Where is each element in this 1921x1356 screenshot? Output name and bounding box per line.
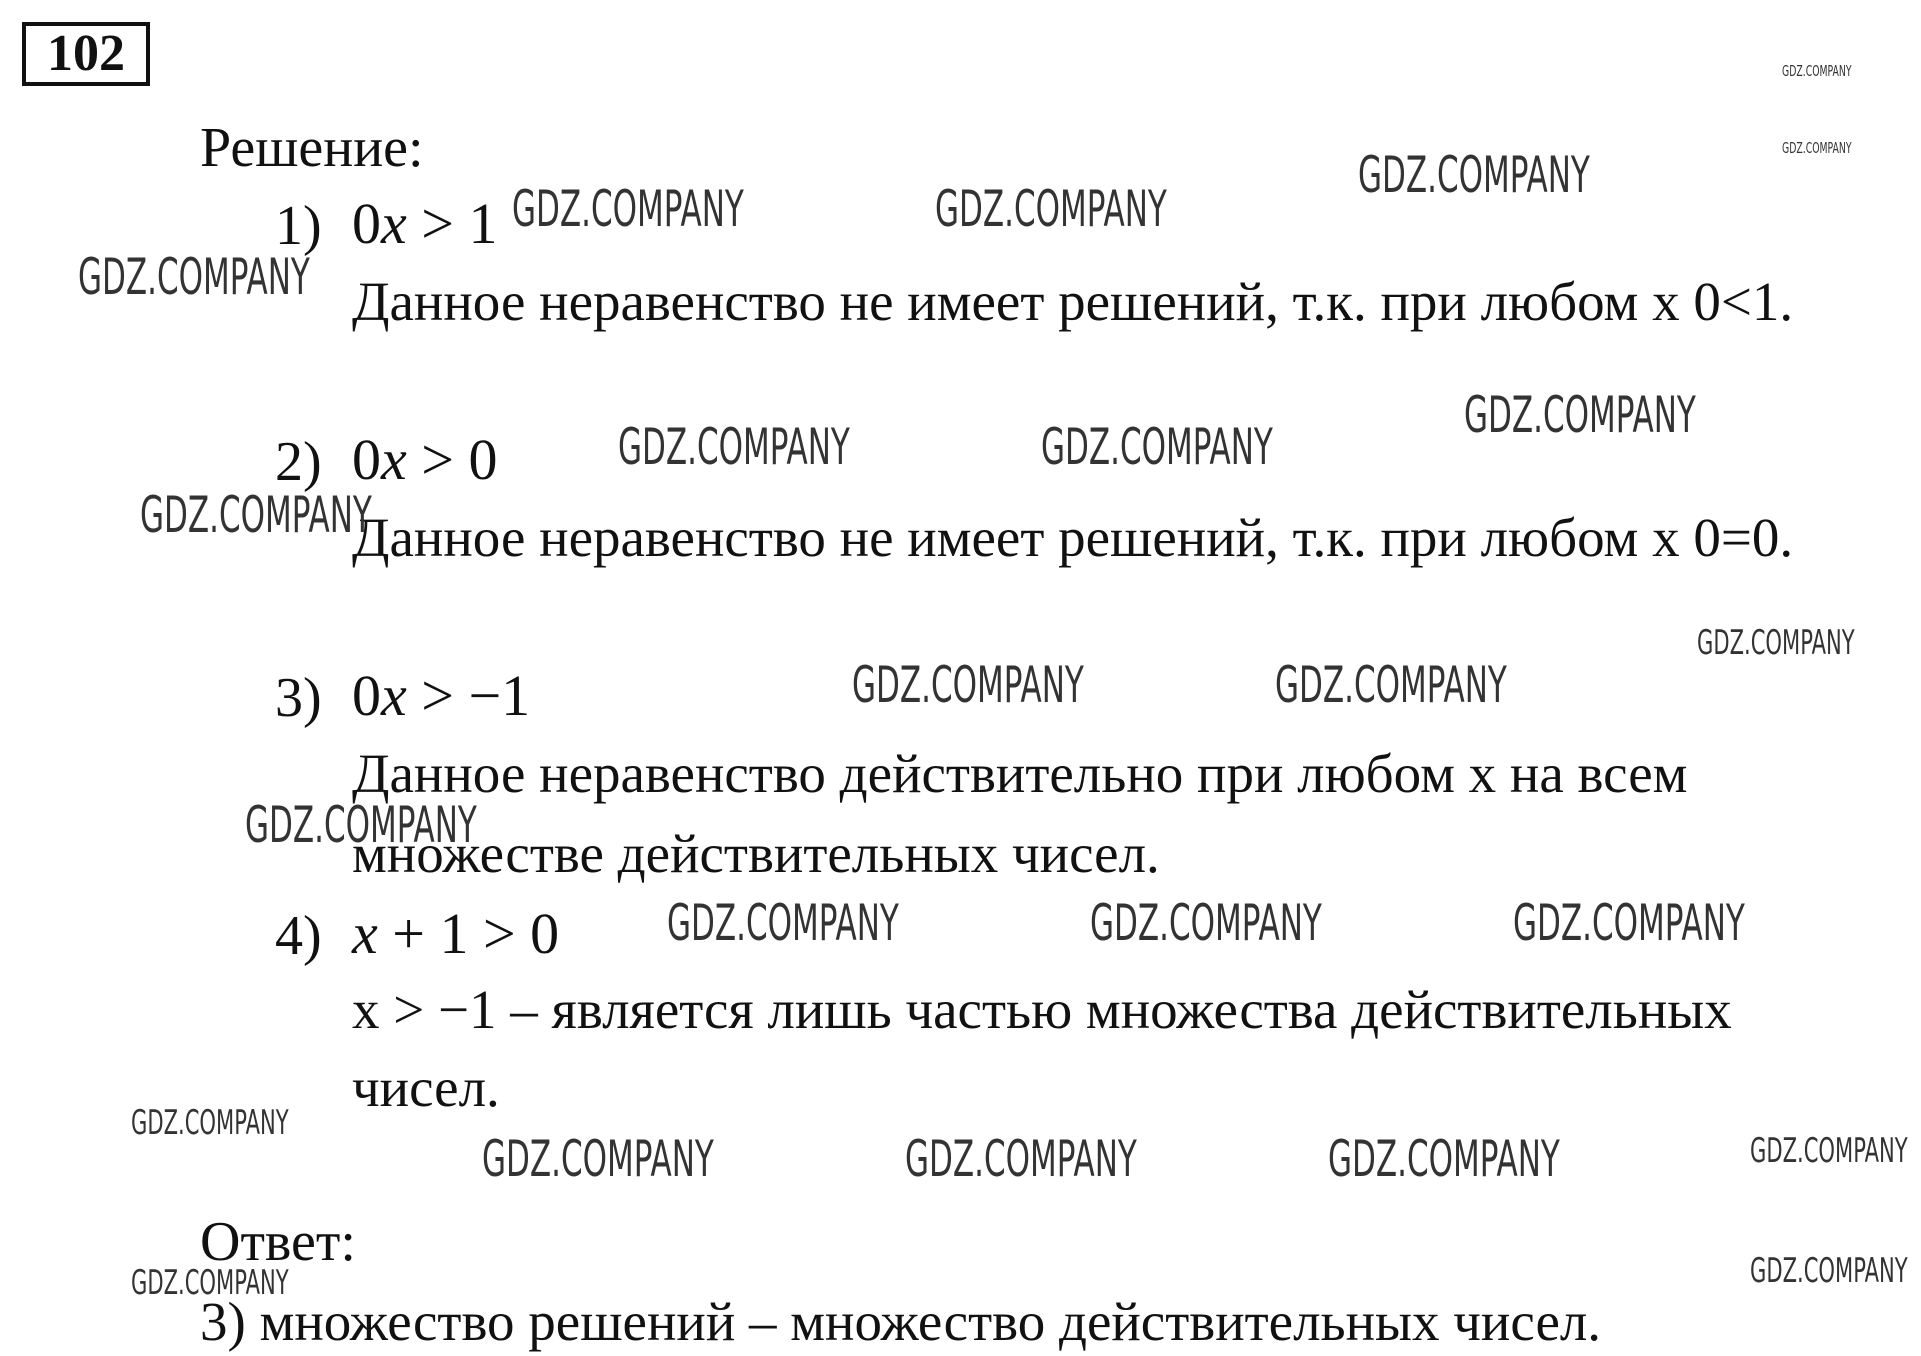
watermark: GDZ.COMPANY [1328, 1130, 1560, 1188]
item-4-explanation-line-2: чисел. [352, 1057, 500, 1118]
watermark: GDZ.COMPANY [905, 1130, 1137, 1188]
answer-text: 3) множество решений – множество действительных чисел. [200, 1291, 1602, 1352]
item-4-explanation-line-1: x > −1 – является лишь частью множества действительных [352, 979, 1732, 1040]
watermark: GDZ.COMPANY [1750, 1131, 1908, 1171]
item-4-number: 4) [275, 905, 322, 967]
watermark: GDZ.COMPANY [78, 248, 310, 306]
item-3-expression: 0x > −1 [352, 663, 531, 728]
item-1-explanation: Данное неравенство не имеет решений, т.к. при любом х 0<1. [352, 271, 1794, 332]
answer-heading: Ответ: [200, 1211, 356, 1273]
watermark: GDZ.COMPANY [512, 180, 744, 238]
watermark: GDZ.COMPANY [131, 1263, 289, 1303]
item-1-expression: 0x > 1 [352, 191, 498, 256]
watermark: GDZ.COMPANY [1041, 418, 1273, 476]
item-3-number: 3) [275, 667, 322, 729]
watermark: GDZ.COMPANY [852, 656, 1084, 714]
watermark: GDZ.COMPANY [935, 180, 1167, 238]
item-3-explanation-line-1: Данное неравенство действительно при любом x на всем [352, 743, 1688, 804]
watermark: GDZ.COMPANY [1358, 146, 1590, 204]
item-1-number: 1) [275, 195, 322, 257]
watermark: GDZ.COMPANY [667, 894, 899, 952]
item-2-number: 2) [275, 431, 322, 493]
watermark: GDZ.COMPANY [131, 1103, 289, 1143]
watermark: GDZ.COMPANY [482, 1130, 714, 1188]
solution-heading: Решение: [200, 117, 424, 179]
item-3-explanation-line-2: множестве действительных чисел. [352, 823, 1160, 884]
item-4-expression: x + 1 > 0 [352, 901, 560, 966]
watermark: GDZ.COMPANY [1697, 623, 1855, 663]
watermark: GDZ.COMPANY [245, 796, 477, 854]
task-number-box: 102 [22, 22, 150, 86]
watermark: GDZ.COMPANY [1750, 1251, 1908, 1291]
watermark: GDZ.COMPANY [1513, 894, 1745, 952]
watermark: GDZ.COMPANY [618, 418, 850, 476]
item-2-explanation: Данное неравенство не имеет решений, т.к. при любом х 0=0. [352, 507, 1794, 568]
watermark: GDZ.COMPANY [1782, 62, 1852, 80]
item-2-expression: 0x > 0 [352, 427, 498, 492]
watermark: GDZ.COMPANY [1782, 139, 1852, 157]
watermark: GDZ.COMPANY [1464, 386, 1696, 444]
watermark: GDZ.COMPANY [140, 486, 372, 544]
watermark: GDZ.COMPANY [1090, 894, 1322, 952]
watermark: GDZ.COMPANY [1275, 656, 1507, 714]
